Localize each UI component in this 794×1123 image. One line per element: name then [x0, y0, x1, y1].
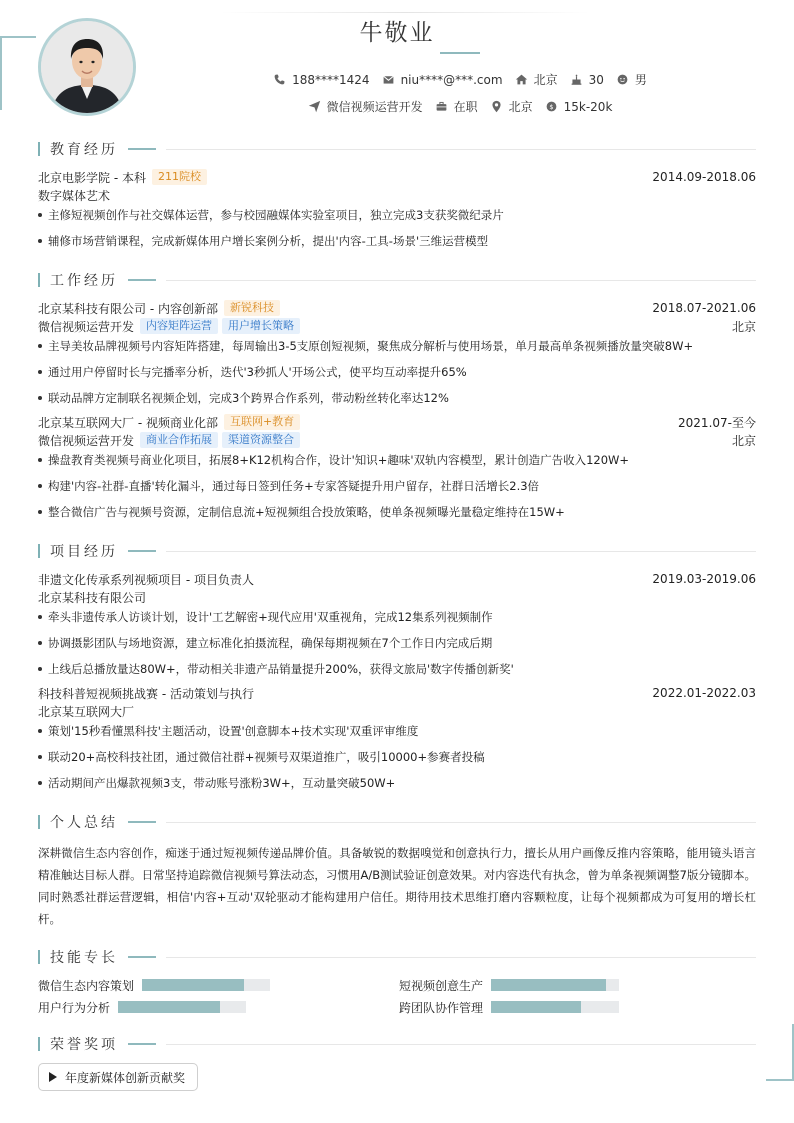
- skill-bar-fill: [118, 1001, 220, 1013]
- role-text: 微信视频运营开发: [38, 319, 135, 334]
- project-org: [38, 702, 756, 720]
- section-title-text: 工作经历: [50, 273, 118, 289]
- list-item: [38, 503, 756, 521]
- project-date: 2022.01-2022.03: [652, 686, 756, 700]
- section-awards: [38, 1034, 756, 1054]
- work-date: 2021.07-至今: [678, 415, 756, 430]
- email-text: niu****@***.com: [400, 72, 503, 87]
- phone-text: 188****1424: [292, 72, 370, 87]
- cake-icon: [570, 73, 583, 86]
- project-title: 科技科普短视频挑战赛 - 活动策划与执行: [38, 686, 254, 701]
- school-name: 北京电影学院 - 本科: [38, 170, 146, 185]
- bullet-text: 构建'内容-社群-直播'转化漏斗，通过每日签到任务+专家答疑提升用户留存，社群日活增长2.3倍: [48, 479, 540, 493]
- intent-row: [160, 98, 760, 115]
- company-name: 北京某互联网大厂 - 视频商业化部: [38, 415, 218, 430]
- work-role: [38, 317, 756, 335]
- bullet-text: 牵头非遗传承人访谈计划，设计'工艺解密+现代应用'双重视角，完成12集系列视频制作: [48, 610, 493, 624]
- project-header: [38, 684, 756, 702]
- section-summary: [38, 812, 756, 832]
- section-education: [38, 139, 756, 159]
- bullet-text: 联动20+高校科技社团，通过微信社群+视频号双渠道推广，吸引10000+参赛者投稿: [48, 750, 485, 764]
- section-skills: [38, 947, 756, 967]
- list-item: [38, 660, 756, 678]
- gender-text: 男: [634, 73, 647, 87]
- skill-bar-fill: [491, 1001, 581, 1013]
- skill-bar-fill: [142, 979, 244, 991]
- age-text: 30: [588, 72, 604, 87]
- gender-item: [616, 71, 647, 88]
- candidate-name: 牛敬业: [359, 20, 435, 46]
- status-item: [435, 98, 478, 115]
- coin-icon: [545, 100, 558, 113]
- briefcase-icon: [435, 100, 448, 113]
- skill-item: [38, 999, 246, 1015]
- bullet-text: 整合微信广告与视频号资源，定制信息流+短视频组合投放策略，使单条视频曝光量稳定维持在15W+: [48, 505, 565, 519]
- name-underline: [440, 52, 480, 54]
- section-projects: [38, 541, 756, 561]
- education-date: 2014.09-2018.06: [652, 170, 756, 184]
- org-text: 北京某科技有限公司: [38, 590, 147, 605]
- list-item: [38, 748, 756, 766]
- bullet-text: 辅修市场营销课程，完成新媒体用户增长案例分析，提出'内容-工具-场景'三维运营模型: [48, 234, 489, 248]
- skill-item: [38, 977, 270, 993]
- bullet-text: 策划'15秒看懂黑科技'主题活动，设置'创意脚本+技术实现'双重评审维度: [48, 724, 419, 738]
- bullet-text: 活动期间产出爆款视频3支，带动账号涨粉3W+，互动量突破50W+: [48, 776, 396, 790]
- home-icon: [515, 73, 528, 86]
- send-icon: [308, 100, 321, 113]
- list-item: [38, 774, 756, 792]
- bullet-text: 主修短视频创作与社交媒体运营，参与校园融媒体实验室项目，独立完成3支获奖微纪录片: [48, 208, 504, 222]
- bullet-text: 上线后总播放量达80W+，带动相关非遗产品销量提升200%，获得文旅局'数字传播创新奖': [48, 662, 514, 676]
- play-triangle-icon: [49, 1072, 57, 1082]
- company-tag: 新锐科技: [224, 300, 280, 316]
- project-date: 2019.03-2019.06: [652, 572, 756, 586]
- email-item: [382, 73, 503, 87]
- bullet-text: 协调摄影团队与场地资源，建立标准化拍摄流程，确保每期视频在7个工作日内完成后期: [48, 636, 493, 650]
- list-item: [38, 477, 756, 495]
- home-item: [515, 71, 558, 88]
- award-text: 年度新媒体创新贡献奖: [65, 1070, 186, 1085]
- work-location: 北京: [731, 433, 756, 448]
- job-item: [308, 98, 423, 115]
- project-org: [38, 588, 756, 606]
- role-text: 微信视频运营开发: [38, 433, 135, 448]
- location-pin-icon: [490, 100, 503, 113]
- work-header: [38, 413, 756, 431]
- job-text: 微信视频运营开发: [326, 100, 423, 114]
- project-header: [38, 570, 756, 588]
- role-tag: 渠道资源整合: [222, 432, 300, 448]
- section-title-text: 项目经历: [50, 544, 118, 560]
- org-text: 北京某互联网大厂: [38, 704, 135, 719]
- major-text: 数字媒体艺术: [38, 188, 111, 203]
- section-title-text: 荣誉奖项: [50, 1037, 118, 1053]
- smiley-icon: [616, 73, 629, 86]
- home-text: 北京: [533, 73, 558, 87]
- mail-icon: [382, 73, 395, 86]
- phone-icon: [273, 73, 286, 86]
- bullet-text: 主导美妆品牌视频号内容矩阵搭建，每周输出3-5支原创短视频，聚焦成分解析与使用场景，单月最高单条视频播放量突破8W+: [48, 339, 694, 353]
- role-tag: 内容矩阵运营: [140, 318, 218, 334]
- bullet-text: 联动品牌方定制联名视频企划，完成3个跨界合作系列，带动粉丝转化率达12%: [48, 391, 449, 405]
- education-major: [38, 186, 756, 204]
- work-role: [38, 431, 756, 449]
- school-tag: 211院校: [152, 169, 207, 185]
- role-tag: 用户增长策略: [222, 318, 300, 334]
- list-item: [38, 634, 756, 652]
- list-item: [38, 337, 756, 355]
- list-item: [38, 451, 756, 469]
- work-header: [38, 299, 756, 317]
- corner-decoration-bottom-right: [766, 1024, 794, 1081]
- bullet-text: 操盘教育类视频号商业化项目，拓展8+K12机构合作，设计'知识+趣味'双轨内容模型，累计创造广告收入120W+: [48, 453, 630, 467]
- list-item: [38, 722, 756, 740]
- section-title-text: 个人总结: [50, 815, 118, 831]
- skill-bar-track: [142, 979, 270, 991]
- skill-item: [399, 977, 619, 993]
- list-item: [38, 363, 756, 381]
- list-item: [38, 389, 756, 407]
- bullet-text: 通过用户停留时长与完播率分析，迭代'3秒抓人'开场公式，使平均互动率提升65%: [48, 365, 467, 379]
- skill-item: [399, 999, 619, 1015]
- salary-text: 15k-20k: [563, 99, 613, 114]
- section-title-text: 教育经历: [50, 142, 118, 158]
- company-tag: 互联网+教育: [224, 414, 300, 430]
- city-item: [490, 98, 533, 115]
- skill-bar-track: [491, 979, 619, 991]
- skill-bar-track: [118, 1001, 246, 1013]
- work-location: 北京: [731, 319, 756, 334]
- status-text: 在职: [453, 100, 478, 114]
- skill-name: 用户行为分析: [38, 1000, 111, 1015]
- salary-item: [545, 100, 613, 114]
- age-item: [570, 73, 604, 87]
- skill-name: 微信生态内容策划: [38, 978, 135, 993]
- contact-row: [160, 71, 760, 88]
- role-tag: 商业合作拓展: [140, 432, 218, 448]
- section-title-text: 技能专长: [50, 950, 118, 966]
- project-title: 非遗文化传承系列视频项目 - 项目负责人: [38, 572, 254, 587]
- top-divider: [220, 12, 590, 13]
- company-name: 北京某科技有限公司 - 内容创新部: [38, 301, 218, 316]
- list-item: [38, 206, 756, 224]
- skill-name: 跨团队协作管理: [399, 1000, 484, 1015]
- svg-text:$: $: [549, 102, 554, 111]
- city-text: 北京: [508, 100, 533, 114]
- skill-name: 短视频创意生产: [399, 978, 484, 993]
- education-header: [38, 168, 756, 186]
- list-item: [38, 608, 756, 626]
- award-item[interactable]: [38, 1063, 198, 1091]
- skill-bar-fill: [491, 979, 606, 991]
- phone-item: [273, 73, 369, 87]
- work-date: 2018.07-2021.06: [652, 301, 756, 315]
- section-work: [38, 270, 756, 290]
- corner-decoration-top-left: [0, 36, 36, 110]
- list-item: [38, 232, 756, 250]
- skill-bar-track: [491, 1001, 619, 1013]
- summary-text: 深耕微信生态内容创作，痴迷于通过短视频传递品牌价值。具备敏锐的数据嗅觉和创意执行力，擅长从用户画像反推内容策略，能用镜头语言精准触达目标人群。日常坚持追踪微信视频号算法动态，习惯用A/B测试验证创意效果。对内容迭代有执念，曾为单条视频调整7版分镜脚本。同时熟悉社群运营逻辑，相信'内容+互动'双轮驱动才能构建用户信任。期待用技术思维打磨内容颗粒度，让每个视频都成为可复用的增长杠杆。: [38, 846, 756, 926]
